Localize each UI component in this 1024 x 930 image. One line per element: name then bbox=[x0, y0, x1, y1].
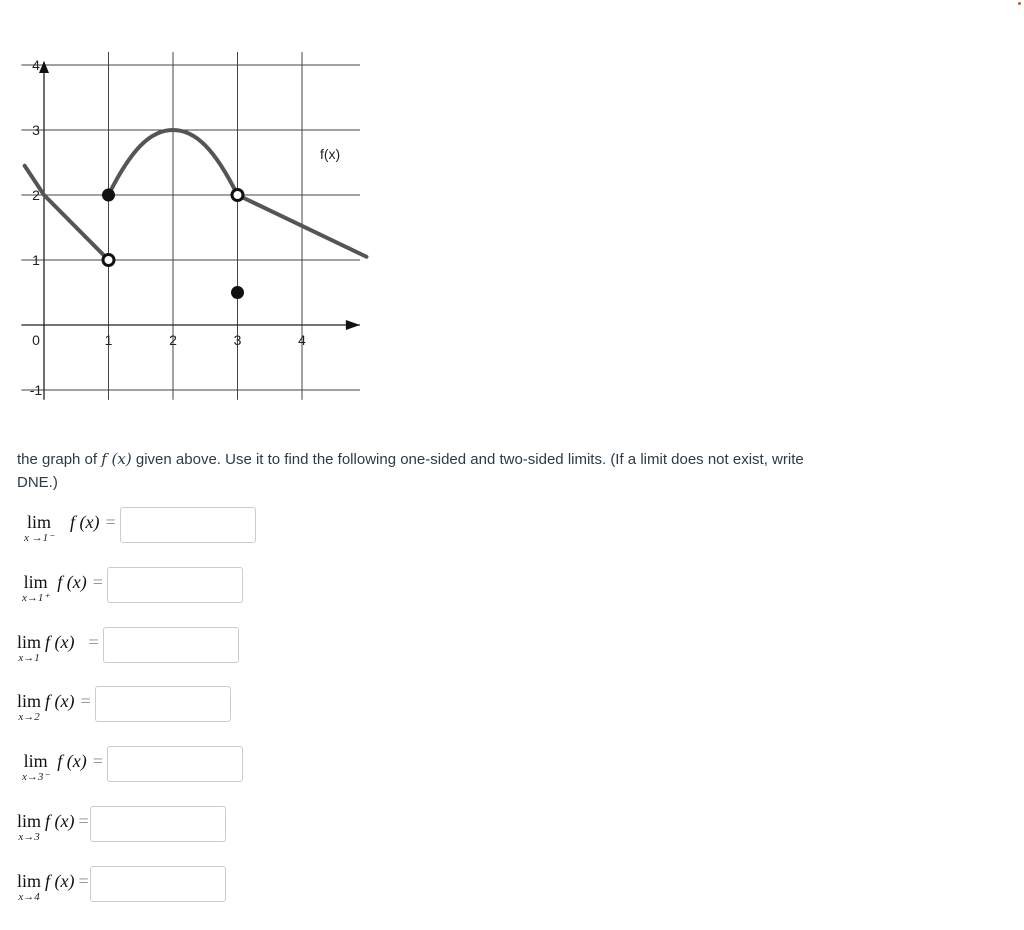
limit-operator bbox=[22, 573, 49, 604]
x-tick-label: 3 bbox=[233, 332, 242, 348]
limit-row-2 bbox=[17, 567, 243, 609]
lim-subscript: x→3 bbox=[18, 831, 40, 843]
y-tick-label: 0 bbox=[32, 332, 40, 348]
answer-input-2[interactable] bbox=[107, 567, 243, 603]
answer-input-7[interactable] bbox=[90, 866, 226, 902]
lim-subscript: x→2 bbox=[18, 711, 40, 723]
status-dot bbox=[1018, 2, 1021, 5]
lim-subscript: x→1 bbox=[18, 652, 40, 664]
lim-word: lim bbox=[26, 512, 51, 532]
function-expression: f (x) bbox=[45, 811, 75, 831]
curve-label: f(x) bbox=[320, 146, 341, 162]
open-dot bbox=[103, 255, 114, 266]
equals-sign: = bbox=[105, 512, 116, 532]
lim-word: lim bbox=[23, 572, 48, 592]
answer-input-3[interactable] bbox=[103, 627, 239, 663]
limit-row-7 bbox=[17, 866, 226, 908]
x-tick-label: 1 bbox=[104, 332, 113, 348]
answer-input-4[interactable] bbox=[95, 686, 231, 722]
limit-operator bbox=[17, 812, 41, 843]
limit-operator bbox=[17, 692, 41, 723]
equals-sign: = bbox=[80, 691, 91, 711]
limit-operator bbox=[17, 872, 41, 903]
lim-word: lim bbox=[17, 632, 42, 652]
limit-operator bbox=[22, 752, 49, 783]
lim-subscript: x→1⁺ bbox=[22, 592, 50, 604]
tick-labels bbox=[30, 57, 306, 398]
equals-sign: = bbox=[88, 632, 99, 652]
lim-subscript: x→3⁻ bbox=[22, 771, 50, 783]
function-expression: f (x) bbox=[69, 512, 100, 532]
prompt-function: f (x) bbox=[101, 450, 132, 468]
y-tick-label: 2 bbox=[32, 187, 40, 203]
limit-row-6 bbox=[17, 806, 226, 848]
limit-operator bbox=[17, 633, 41, 664]
function-expression: f (x) bbox=[45, 871, 75, 891]
limit-row-1 bbox=[17, 507, 256, 549]
x-tick-label: 2 bbox=[169, 332, 177, 348]
function-expression: f (x) bbox=[45, 632, 75, 652]
lim-subscript: x→4 bbox=[18, 891, 40, 903]
limit-row-4 bbox=[17, 686, 231, 728]
function-expression: f (x) bbox=[57, 572, 87, 592]
y-tick-label: 1 bbox=[32, 252, 40, 268]
answer-input-5[interactable] bbox=[107, 746, 243, 782]
equals-sign: = bbox=[92, 751, 103, 771]
function-expression: f (x) bbox=[45, 691, 75, 711]
problem-prompt bbox=[17, 448, 847, 494]
equals-sign: = bbox=[78, 811, 89, 831]
limit-operator bbox=[24, 513, 54, 544]
x-tick-label: 4 bbox=[298, 332, 306, 348]
function-graph bbox=[0, 48, 370, 408]
answer-input-6[interactable] bbox=[90, 806, 226, 842]
lim-word: lim bbox=[23, 751, 48, 771]
x-axis-arrow bbox=[346, 320, 360, 330]
limit-row-5 bbox=[17, 746, 243, 788]
closed-dot bbox=[231, 286, 244, 299]
prompt-text-before: the graph of bbox=[17, 451, 102, 468]
limit-row-3 bbox=[17, 627, 239, 669]
y-tick-label: -1 bbox=[29, 382, 43, 398]
open-dot bbox=[232, 190, 243, 201]
closed-dot bbox=[102, 189, 115, 202]
prompt-text-after: given above. Use it to find the following one-sided and two-sided limits. (If a limit does not exist, write DNE.) bbox=[17, 451, 804, 491]
equals-sign: = bbox=[78, 871, 89, 891]
function-expression: f (x) bbox=[57, 751, 87, 771]
lim-subscript: x →1⁻ bbox=[24, 532, 54, 544]
lim-word: lim bbox=[17, 811, 42, 831]
curve-left-line bbox=[25, 166, 109, 260]
lim-word: lim bbox=[17, 691, 42, 711]
y-tick-label: 4 bbox=[32, 57, 40, 73]
equals-sign: = bbox=[92, 572, 103, 592]
lim-word: lim bbox=[17, 871, 42, 891]
y-axis-arrow bbox=[39, 61, 49, 73]
y-tick-label: 3 bbox=[32, 122, 40, 138]
answer-input-1[interactable] bbox=[120, 507, 256, 543]
